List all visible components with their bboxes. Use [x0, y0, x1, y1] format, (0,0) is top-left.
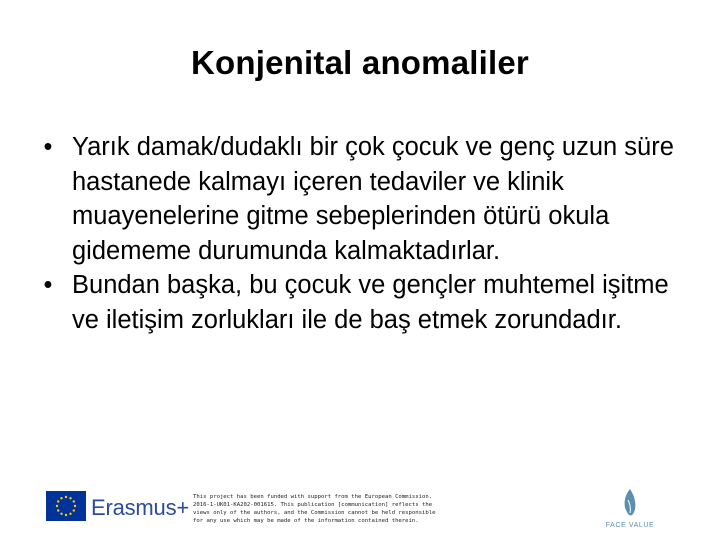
bullet-text: Yarık damak/dudaklı bir çok çocuk ve genç uzun süre hastanede kalmayı içeren tedaviler ve klinik muayenelerine gitme sebeplerinden ötürü okula gidememe durumunda kalmaktadırlar. [72, 133, 674, 265]
face-value-icon [600, 486, 660, 522]
funding-disclaimer: This project has been funded with support from the European Commission. 2016-1-UK01-KA202-001615. This publication [communication] reflects the views only of the authors, and the Commission cannot be held responsible for any use which may be made of the information contained therein. [193, 494, 436, 524]
erasmus-logo-text: Erasmus+ [91, 495, 190, 520]
face-value-logo [600, 486, 660, 534]
bullet-text: Bundan başka, bu çocuk ve gençler muhtemel işitme ve iletişim zorlukları ile de baş etmek zorundadır. [72, 271, 669, 334]
bullet-dot: • [43, 271, 53, 299]
bullet-dot: • [43, 133, 53, 161]
bullet-item [38, 268, 688, 337]
eu-flag-icon [46, 491, 86, 521]
bullet-item [38, 130, 688, 268]
slide-title: Konjenital anomaliler [191, 44, 529, 81]
face-value-label: FACE VALUE [605, 522, 655, 529]
bullet-list [38, 130, 688, 337]
